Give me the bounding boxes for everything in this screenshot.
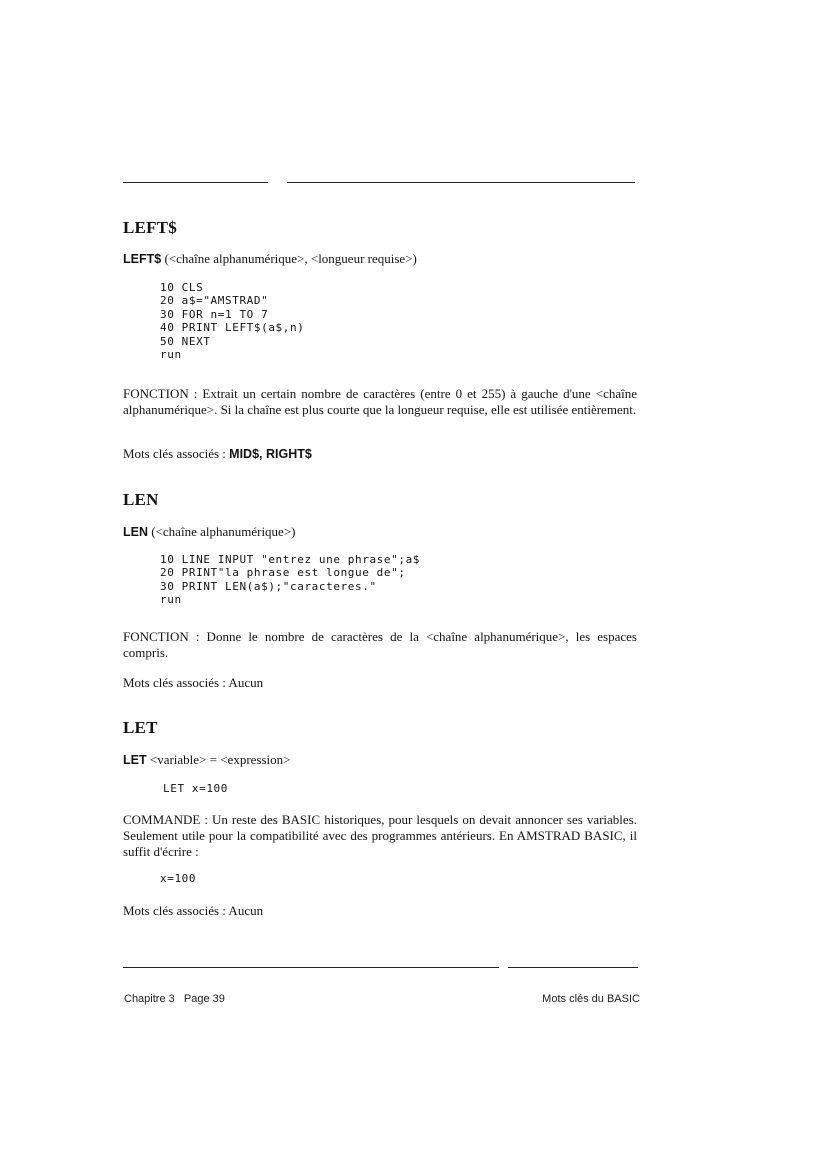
description-let: COMMANDE : Un reste des BASIC historiques, pour lesquels on devait annoncer ses variables. Seulement utile pour la compatibilité avec des programmes antérieurs. En AMSTRAD BASIC, il suffit d'écrire : bbox=[123, 812, 637, 860]
syntax-arguments: <variable> = <expression> bbox=[146, 752, 291, 767]
bottom-rule-right bbox=[508, 967, 638, 968]
top-rule-left bbox=[123, 182, 268, 183]
syntax-arguments: (<chaîne alphanumérique>, <longueur requise>) bbox=[161, 251, 417, 266]
syntax-arguments: (<chaîne alphanumérique>) bbox=[148, 524, 296, 539]
related-keywords-value: MID$, RIGHT$ bbox=[229, 447, 312, 461]
code-example-lefts: 10 CLS 20 a$="AMSTRAD" 30 FOR n=1 TO 7 40 PRINT LEFT$(a$,n) 50 NEXT run bbox=[160, 281, 305, 362]
related-keywords-let: Mots clés associés : Aucun bbox=[123, 903, 264, 918]
related-keywords-len: Mots clés associés : Aucun bbox=[123, 675, 264, 690]
syntax-keyword: LET bbox=[123, 753, 147, 767]
section-title-len: LEN bbox=[123, 490, 159, 509]
syntax-keyword: LEN bbox=[123, 525, 148, 539]
code-example-let: LET x=100 bbox=[163, 782, 229, 795]
footer-page-info: Chapitre 3 Page 39 bbox=[124, 993, 225, 1005]
syntax-lefts bbox=[123, 251, 417, 267]
code-example-len: 10 LINE INPUT "entrez une phrase";a$ 20 PRINT"la phrase est longue de"; 30 PRINT LEN(a$);"caracteres." run bbox=[160, 553, 421, 607]
code-example-let-short: x=100 bbox=[160, 872, 197, 885]
syntax-len bbox=[123, 524, 296, 540]
description-lefts: FONCTION : Extrait un certain nombre de caractères (entre 0 et 255) à gauche d'une <chaîne alphanumérique>. Si la chaîne est plus courte que la longueur requise, elle est utilisée entièrement. bbox=[123, 386, 637, 418]
section-title-lefts: LEFT$ bbox=[123, 218, 177, 237]
section-title-let: LET bbox=[123, 718, 158, 737]
syntax-let bbox=[123, 752, 290, 768]
footer-chapter-title: Mots clés du BASIC bbox=[542, 993, 640, 1005]
syntax-keyword: LEFT$ bbox=[123, 252, 162, 266]
related-keywords-lefts bbox=[123, 446, 312, 462]
bottom-rule-left bbox=[123, 967, 499, 968]
top-rule-right bbox=[287, 182, 635, 183]
description-len: FONCTION : Donne le nombre de caractères de la <chaîne alphanumérique>, les espaces compris. bbox=[123, 629, 637, 661]
related-keywords-label: Mots clés associés : bbox=[123, 446, 230, 461]
